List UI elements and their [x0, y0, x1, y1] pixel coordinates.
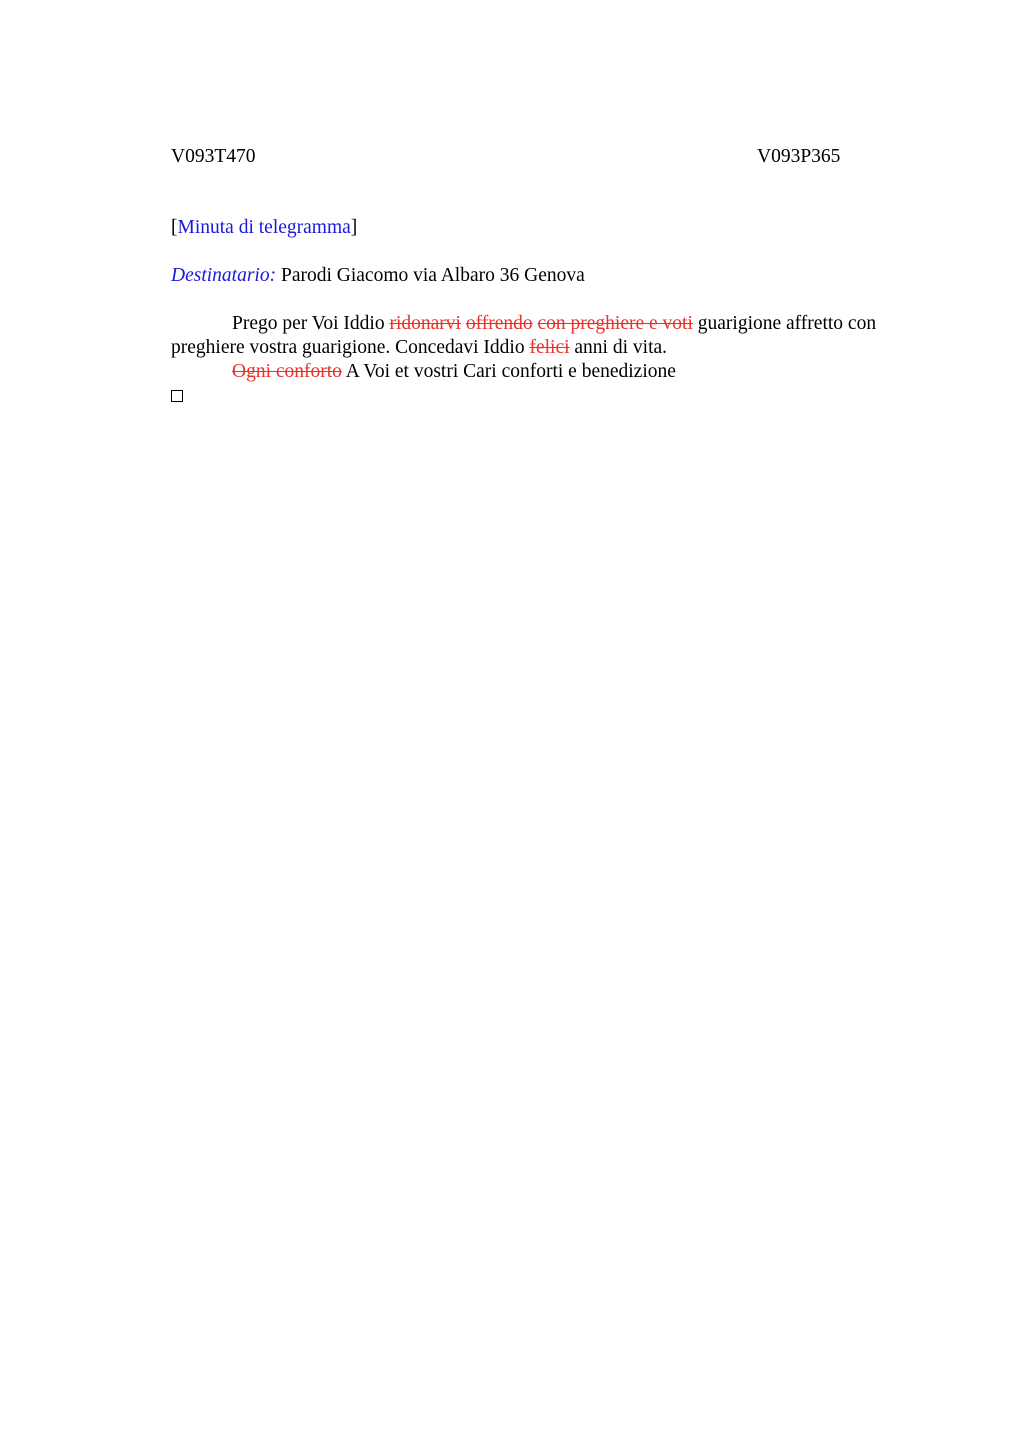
p1-deletion-3: con preghiere e voti	[537, 313, 693, 334]
paragraph-1	[171, 312, 931, 360]
document-title	[171, 217, 357, 239]
p1-text-1: Prego per Voi Iddio	[232, 313, 390, 334]
recipient-label: Destinatario:	[171, 265, 277, 286]
recipient-value: Parodi Giacomo via Albaro 36 Genova	[280, 265, 585, 286]
title-open-bracket: [	[171, 217, 178, 238]
document-code-right: V093P365	[757, 146, 841, 167]
p1-text-2: guarigione affretto con preghiere vostra guarigione. Concedavi Iddio	[171, 313, 877, 358]
p2-deletion-1: Ogni conforto	[232, 361, 342, 382]
p1-text-3: anni di vita.	[569, 337, 668, 358]
p2-text-1: A Voi et vostri Cari conforti e benedizione	[341, 361, 676, 382]
p1-deletion-2: offrendo	[465, 313, 533, 334]
title-text: Minuta di telegramma	[177, 217, 351, 238]
empty-square-icon	[171, 390, 183, 402]
telegram-body	[171, 312, 931, 409]
paragraph-2	[171, 360, 931, 384]
recipient-line	[171, 265, 585, 287]
p1-deletion-1: ridonarvi	[389, 313, 461, 334]
end-marker	[171, 384, 931, 409]
title-close-bracket: ]	[350, 217, 358, 238]
p1-deletion-4: felici	[529, 337, 570, 358]
document-code-left: V093T470	[171, 146, 256, 167]
